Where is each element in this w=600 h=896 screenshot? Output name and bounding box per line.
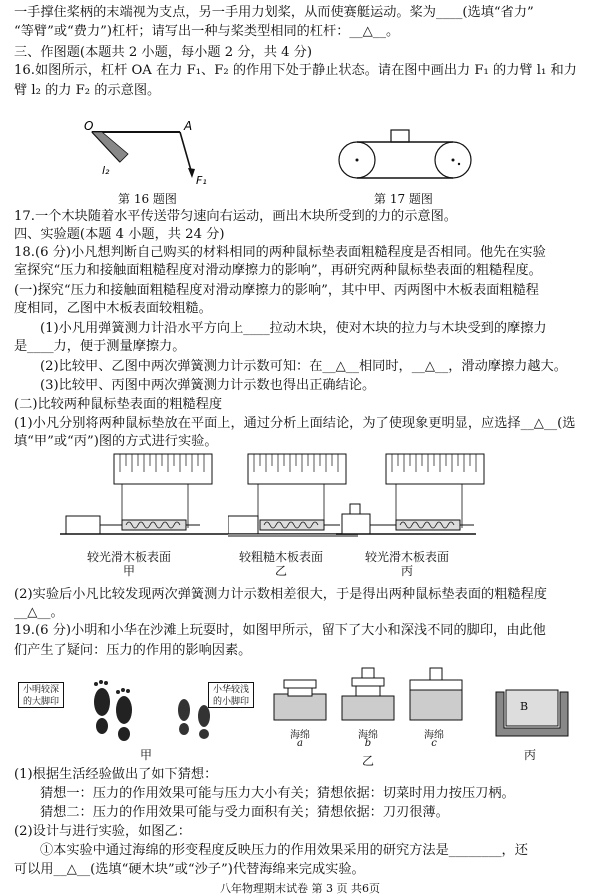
text-line-24: 猜想一：压力的作用效果可能与压力大小有关；猜想依据：切菜时用力按压刀柄。 <box>40 786 515 801</box>
text-line-23: (1)根据生活经验做出了如下猜想： <box>14 767 218 782</box>
caption-fig19-yi: 乙 <box>361 754 374 768</box>
sponge-letter-b: b <box>364 738 372 749</box>
text-line-15: (3)比较甲、丙图中两次弹簧测力计示数也得出正确结论。 <box>40 378 376 393</box>
block-label-B: B <box>520 700 529 713</box>
figure-18-bing <box>336 448 516 548</box>
caption-fig17: 第 17 题图 <box>374 192 433 206</box>
text-line-16: (二)比较两种鼠标垫表面的粗糙程度 <box>14 397 223 412</box>
text-line-1: 一手撑住桨柄的末端视为支点，另一手用力划桨，从而使赛艇运动。桨为____(选填“省力” <box>14 5 534 20</box>
text-line-19: (2)实验后小凡比较发现两次弹簧测力计示数相差很大，于是得出两种鼠标垫表面的粗糙程度 <box>14 587 547 602</box>
caption-surface-jia: 较光滑木板表面 <box>86 550 171 564</box>
text-line-2: “等臂”或“费力”)杠杆；请写出一种与桨类型相同的杠杆：__△__。 <box>14 24 400 39</box>
text-line-10: (一)探究“压力和接触面粗糙程度对滑动摩擦力的影响”，其中甲、丙两图中木板表面粗糙程 <box>14 283 539 298</box>
text-line-14: (2)比较甲、乙图中两次弹簧测力计示数可知：在__△__相同时，__△__，滑动摩擦力越大。 <box>40 359 567 374</box>
question-18: 18.(6 分)小凡想判断自己购买的材料相同的两种鼠标垫表面粗糙程度是否相同。他先在实验 <box>14 245 546 260</box>
caption-fig19-bing: 丙 <box>524 748 537 762</box>
caption-fig16: 第 16 题图 <box>118 192 177 206</box>
figure-16-lever <box>80 118 220 188</box>
text-line-27: ①本实验中通过海绵的形变程度反映压力的作用效果采用的研究方法是________，还 <box>40 843 528 858</box>
text-line-5: 臂 l₂ 的力 F₂ 的示意图。 <box>14 83 161 98</box>
text-line-9: 室探究“压力和接触面粗糙程度对滑动摩擦力的影响”，再研究两种鼠标垫表面的粗糙程度。 <box>14 263 542 278</box>
sponge-letter-a: a <box>297 738 303 749</box>
text-line-26: (2)设计与进行实验，如图乙： <box>14 824 191 839</box>
label-A: A <box>184 119 193 133</box>
text-line-11: 度相同，乙图中木板表面较粗糙。 <box>14 301 212 316</box>
sponge-label-c: 海绵 <box>424 730 444 741</box>
footprints-large-icon <box>84 672 144 742</box>
label-xiaoming: 小明较深的大脚印 <box>18 682 64 708</box>
question-19: 19.(6 分)小明和小华在沙滩上玩耍时，如图甲所示，留下了大小和深浅不同的脚印，由此他 <box>14 623 546 638</box>
question-16: 16.如图所示，杠杆 OA 在力 F₁、F₂ 的作用下处于静止状态。请在图中画出力 F₁ 的力臂 l₁ 和力 <box>14 63 577 78</box>
question-17: 17.一个木块随着水平传送带匀速向右运动，画出木块所受到的力的示意图。 <box>14 209 457 224</box>
page-footer: 八年物理期末试卷 第 3 页 共6页 <box>220 882 380 895</box>
text-line-18: 填“甲”或“丙”)图的方式进行实验。 <box>14 434 218 449</box>
caption-surface-yi: 较粗糙木板表面 <box>238 550 323 564</box>
label-xiaohua: 小华较浅的小脚印 <box>208 682 254 708</box>
text-line-25: 猜想二：压力的作用效果可能与受力面积有关；猜想依据：刀刃很薄。 <box>40 805 449 820</box>
figure-19-bing <box>492 684 572 740</box>
sponge-letter-c: c <box>431 738 437 749</box>
text-line-20: __△__。 <box>14 605 64 620</box>
section-heading-4: 四、实验题(本题 4 小题，共 24 分) <box>14 227 225 242</box>
caption-yi: 乙 <box>274 564 287 578</box>
figure-18-jia <box>60 448 230 548</box>
text-line-22: 们产生了疑问：压力的作用的影响因素。 <box>14 643 252 658</box>
caption-bing: 丙 <box>400 564 413 578</box>
label-F1: F₁ <box>196 174 207 187</box>
sponge-label-a: 海绵 <box>290 730 310 741</box>
label-O: O <box>84 119 94 133</box>
section-heading-3: 三、作图题(本题共 2 小题，每小题 2 分，共 4 分) <box>14 45 312 60</box>
text-line-17: (1)小凡分别将两种鼠标垫放在平面上，通过分析上面结论，为了使现象更明显，应选择__△__(选 <box>14 416 576 431</box>
text-line-28: 可以用__△__(选填“硬木块”或“沙子”)代替海绵来完成实验。 <box>14 862 365 877</box>
sponge-label-b: 海绵 <box>358 730 378 741</box>
text-line-12: (1)小凡用弹簧测力计沿水平方向上____拉动木块，使对木块的拉力与木块受到的摩擦力 <box>40 321 547 336</box>
figure-17-conveyor <box>335 128 475 180</box>
label-l2: l₂ <box>102 164 110 177</box>
caption-surface-bing: 较光滑木板表面 <box>364 550 449 564</box>
text-line-13: 是____力，便于测量摩擦力。 <box>14 339 186 354</box>
caption-fig19-jia: 甲 <box>140 748 153 762</box>
figure-19-sponges <box>272 666 472 726</box>
caption-jia: 甲 <box>122 564 135 578</box>
